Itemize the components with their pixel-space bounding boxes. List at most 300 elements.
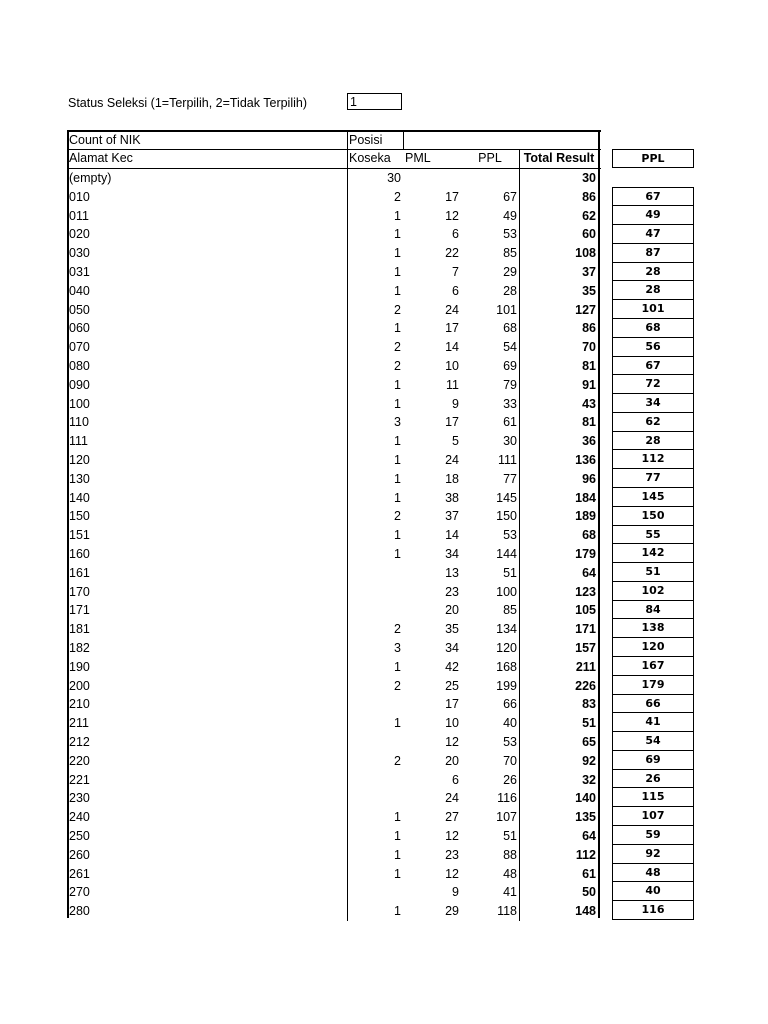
total-cell[interactable]: 50 — [582, 885, 596, 900]
side-ppl-cell[interactable]: 92 — [612, 844, 694, 864]
row-label-cell[interactable]: 020 — [69, 227, 90, 242]
pivot-header-row-1 — [67, 131, 599, 150]
divider — [519, 564, 520, 583]
ppl-cell[interactable]: 150 — [496, 509, 517, 524]
koseka-cell[interactable]: 1 — [394, 265, 401, 279]
divider — [519, 583, 520, 602]
side-ppl-cell[interactable]: 62 — [612, 412, 694, 432]
koseka-cell[interactable]: 1 — [394, 471, 401, 486]
koseka-cell[interactable]: 2 — [394, 753, 401, 768]
total-cell[interactable]: 171 — [575, 622, 596, 637]
ppl-cell[interactable]: 101 — [496, 302, 517, 317]
divider — [519, 225, 520, 244]
pml-cell[interactable]: 5 — [452, 434, 459, 449]
koseka-cell[interactable]: 2 — [394, 302, 401, 317]
side-ppl-cell[interactable]: 47 — [612, 224, 694, 244]
koseka-cell[interactable] — [347, 733, 403, 752]
total-cell[interactable]: 92 — [582, 753, 596, 768]
total-cell[interactable]: 127 — [575, 302, 596, 317]
divider — [519, 451, 520, 470]
divider — [347, 583, 348, 602]
side-ppl-cell[interactable]: 49 — [612, 205, 694, 225]
row-label-cell[interactable]: 110 — [69, 415, 89, 430]
col-header-pml: PML — [405, 151, 431, 165]
total-cell[interactable]: 105 — [575, 603, 596, 618]
pml-cell[interactable]: 23 — [445, 584, 459, 599]
side-ppl-cell[interactable]: 51 — [612, 562, 694, 582]
ppl-cell[interactable]: 53 — [503, 227, 517, 242]
divider — [519, 545, 520, 564]
total-cell[interactable]: 64 — [582, 565, 596, 580]
ppl-cell[interactable]: 79 — [503, 377, 517, 392]
side-ppl-cell[interactable]: 59 — [612, 825, 694, 845]
side-ppl-cell[interactable]: 56 — [612, 337, 694, 357]
side-ppl-cell[interactable]: 41 — [612, 712, 694, 732]
ppl-cell[interactable]: 61 — [503, 415, 517, 430]
divider — [519, 846, 520, 865]
row-label-cell[interactable]: 161 — [69, 565, 90, 580]
row-label-cell[interactable]: 070 — [69, 340, 90, 355]
pml-cell[interactable]: 6 — [452, 227, 459, 242]
koseka-cell[interactable]: 30 — [387, 171, 401, 185]
total-cell[interactable]: 96 — [582, 471, 596, 486]
ppl-cell[interactable]: 70 — [503, 753, 517, 768]
koseka-cell[interactable]: 1 — [394, 904, 401, 919]
ppl-cell[interactable]: 53 — [503, 528, 517, 543]
table-row — [67, 827, 599, 846]
koseka-cell[interactable]: 1 — [394, 716, 401, 731]
koseka-cell[interactable]: 1 — [394, 659, 401, 674]
total-cell[interactable]: 51 — [582, 716, 596, 731]
row-label-cell[interactable]: 011 — [69, 208, 89, 223]
ppl-cell[interactable]: 116 — [497, 791, 517, 806]
koseka-cell[interactable] — [347, 771, 403, 790]
total-cell[interactable]: 91 — [582, 377, 596, 392]
koseka-cell[interactable]: 1 — [394, 377, 401, 392]
side-ppl-cell[interactable]: 138 — [612, 618, 694, 638]
divider — [347, 489, 348, 508]
total-cell[interactable]: 81 — [582, 415, 596, 430]
total-cell[interactable]: 226 — [575, 678, 596, 693]
table-row — [67, 282, 599, 301]
koseka-cell[interactable]: 1 — [394, 847, 401, 862]
ppl-cell[interactable]: 28 — [503, 283, 517, 298]
row-label-cell[interactable]: 280 — [69, 904, 90, 919]
pml-cell[interactable]: 17 — [445, 189, 459, 204]
col-header-total: Total Result — [523, 151, 595, 165]
total-cell[interactable]: 61 — [582, 866, 596, 881]
koseka-cell[interactable]: 1 — [394, 227, 401, 242]
divider — [347, 413, 348, 432]
divider — [347, 865, 348, 884]
pml-cell[interactable]: 12 — [445, 829, 459, 843]
pml-cell[interactable]: 13 — [445, 565, 459, 580]
pml-cell[interactable]: 10 — [445, 716, 459, 731]
row-label-cell[interactable]: 220 — [69, 753, 90, 768]
ppl-cell[interactable]: 51 — [503, 829, 517, 843]
row-label-cell[interactable]: 150 — [69, 509, 90, 524]
table-row — [67, 244, 599, 263]
ppl-cell[interactable]: 168 — [496, 659, 517, 674]
side-ppl-cell[interactable]: 179 — [612, 675, 694, 695]
table-row — [67, 564, 599, 583]
row-label-cell[interactable]: 050 — [69, 302, 90, 317]
pml-cell[interactable]: 24 — [445, 302, 459, 317]
pml-cell[interactable]: 24 — [445, 453, 459, 467]
divider — [347, 752, 348, 771]
koseka-cell[interactable] — [347, 883, 403, 902]
divider — [347, 263, 348, 282]
total-cell[interactable]: 148 — [575, 904, 596, 919]
table-row — [67, 507, 599, 526]
row-label-cell[interactable]: 221 — [69, 772, 90, 787]
total-cell[interactable]: 30 — [582, 171, 596, 185]
side-ppl-cell[interactable]: 167 — [612, 656, 694, 676]
pml-cell[interactable]: 12 — [445, 208, 459, 223]
row-field-label[interactable]: Alamat Kec — [69, 151, 133, 165]
divider — [347, 639, 348, 658]
pml-cell[interactable]: 20 — [445, 753, 459, 768]
total-cell[interactable]: 36 — [582, 434, 596, 449]
divider — [347, 883, 348, 902]
total-cell[interactable]: 83 — [582, 697, 596, 712]
table-row — [67, 357, 599, 376]
koseka-cell[interactable]: 2 — [394, 509, 401, 524]
side-ppl-cell[interactable]: 145 — [612, 487, 694, 507]
koseka-cell[interactable]: 1 — [394, 434, 401, 449]
side-ppl-cell[interactable]: 48 — [612, 863, 694, 883]
pml-cell[interactable]: 37 — [445, 509, 459, 524]
koseka-cell[interactable]: 1 — [394, 246, 401, 261]
pml-cell[interactable]: 42 — [445, 659, 459, 674]
total-cell[interactable]: 112 — [575, 847, 596, 862]
divider — [519, 827, 520, 846]
koseka-cell[interactable] — [347, 789, 403, 808]
total-cell[interactable]: 64 — [582, 829, 596, 843]
pml-cell[interactable]: 17 — [445, 697, 459, 712]
row-label-cell[interactable]: 120 — [69, 453, 90, 467]
total-cell[interactable]: 70 — [582, 340, 596, 355]
divider — [347, 470, 348, 489]
ppl-cell[interactable]: 69 — [503, 359, 517, 373]
side-ppl-cell[interactable]: 67 — [612, 356, 694, 376]
pml-cell[interactable]: 9 — [452, 885, 459, 900]
divider — [519, 338, 520, 357]
koseka-cell[interactable]: 3 — [394, 415, 401, 430]
row-label-cell[interactable]: 010 — [69, 189, 90, 204]
table-row — [67, 413, 599, 432]
ppl-cell[interactable]: 66 — [503, 697, 517, 712]
total-cell[interactable]: 211 — [575, 659, 596, 674]
side-ppl-cell[interactable]: 102 — [612, 581, 694, 601]
divider — [347, 827, 348, 846]
total-cell[interactable]: 86 — [582, 189, 596, 204]
side-ppl-cell[interactable]: 54 — [612, 731, 694, 751]
ppl-cell[interactable]: 85 — [503, 603, 517, 618]
pml-cell[interactable]: 34 — [445, 641, 459, 655]
pml-cell[interactable]: 25 — [445, 678, 459, 693]
table-row — [67, 883, 599, 902]
row-label-cell[interactable]: 111 — [69, 434, 89, 449]
koseka-cell[interactable]: 1 — [394, 866, 401, 881]
table-row — [67, 376, 599, 395]
row-label-cell[interactable]: 190 — [69, 659, 90, 674]
total-cell[interactable]: 184 — [575, 490, 596, 505]
ppl-cell[interactable]: 67 — [503, 189, 517, 204]
table-row — [67, 902, 599, 921]
divider — [347, 846, 348, 865]
ppl-cell[interactable]: 41 — [503, 885, 517, 900]
row-label-cell[interactable]: 181 — [69, 622, 90, 637]
total-cell[interactable]: 32 — [582, 772, 596, 787]
pml-cell[interactable]: 12 — [445, 866, 459, 881]
side-ppl-cell[interactable]: 28 — [612, 280, 694, 300]
pml-cell[interactable]: 29 — [445, 904, 459, 919]
table-row — [67, 169, 599, 188]
divider — [347, 601, 348, 620]
row-label-cell[interactable]: 182 — [69, 641, 90, 655]
total-cell[interactable]: 68 — [582, 528, 596, 543]
row-label-cell[interactable]: 170 — [69, 584, 90, 599]
table-row — [67, 319, 599, 338]
ppl-cell[interactable]: 48 — [503, 866, 517, 881]
koseka-cell[interactable]: 1 — [394, 528, 401, 543]
row-label-cell[interactable]: 270 — [69, 885, 90, 900]
row-label-cell[interactable]: (empty) — [69, 171, 112, 185]
table-row — [67, 395, 599, 414]
side-ppl-cell[interactable]: 120 — [612, 637, 694, 657]
table-row — [67, 263, 599, 282]
total-cell[interactable]: 189 — [575, 509, 596, 524]
row-label-cell[interactable]: 140 — [69, 490, 90, 505]
koseka-cell[interactable]: 1 — [394, 490, 401, 505]
table-row — [67, 677, 599, 696]
pml-cell[interactable]: 14 — [445, 340, 459, 355]
total-cell[interactable]: 81 — [582, 359, 596, 373]
pml-cell[interactable]: 10 — [445, 359, 459, 373]
ppl-cell[interactable]: 134 — [496, 622, 517, 637]
divider — [519, 169, 520, 188]
ppl-cell[interactable]: 33 — [503, 396, 517, 411]
side-ppl-cell[interactable]: 40 — [612, 881, 694, 901]
pml-cell[interactable]: 34 — [445, 547, 459, 561]
side-ppl-cell[interactable]: 28 — [612, 262, 694, 282]
total-cell[interactable]: 157 — [575, 641, 596, 655]
row-label-cell[interactable]: 250 — [69, 829, 90, 843]
total-cell[interactable]: 60 — [582, 227, 596, 242]
divider — [347, 225, 348, 244]
divider — [519, 526, 520, 545]
koseka-cell[interactable]: 2 — [394, 340, 401, 355]
total-cell[interactable]: 86 — [582, 321, 596, 336]
ppl-cell[interactable]: 111 — [497, 453, 517, 467]
side-ppl-cell[interactable]: 72 — [612, 374, 694, 394]
koseka-cell[interactable] — [347, 695, 403, 714]
ppl-cell[interactable]: 40 — [503, 716, 517, 731]
koseka-cell[interactable] — [347, 564, 403, 583]
koseka-cell[interactable]: 1 — [394, 283, 401, 298]
koseka-cell[interactable] — [347, 601, 403, 620]
ppl-cell[interactable]: 118 — [497, 904, 517, 919]
row-label-cell[interactable]: 030 — [69, 246, 90, 261]
pml-cell[interactable]: 6 — [452, 283, 459, 298]
table-row — [67, 301, 599, 320]
row-label-cell[interactable]: 260 — [69, 847, 90, 862]
total-cell[interactable]: 62 — [582, 208, 596, 223]
row-label-cell[interactable]: 171 — [69, 603, 90, 618]
koseka-cell[interactable]: 1 — [394, 396, 401, 411]
koseka-cell[interactable]: 2 — [394, 622, 401, 637]
ppl-cell[interactable]: 107 — [496, 810, 517, 825]
total-cell[interactable]: 108 — [575, 246, 596, 261]
side-ppl-cell[interactable]: 26 — [612, 769, 694, 789]
total-cell[interactable]: 135 — [575, 810, 596, 825]
koseka-cell[interactable]: 2 — [394, 678, 401, 693]
side-ppl-cell[interactable]: 69 — [612, 750, 694, 770]
koseka-cell[interactable]: 2 — [394, 189, 401, 204]
koseka-cell[interactable]: 1 — [394, 453, 401, 467]
divider — [347, 902, 348, 921]
divider — [519, 282, 520, 301]
total-cell[interactable]: 43 — [582, 396, 596, 411]
side-ppl-cell[interactable]: 84 — [612, 600, 694, 620]
total-cell[interactable]: 65 — [582, 735, 596, 749]
ppl-cell[interactable]: 51 — [503, 565, 517, 580]
pml-cell[interactable]: 20 — [445, 603, 459, 618]
total-cell[interactable]: 37 — [582, 265, 596, 279]
ppl-cell[interactable]: 144 — [496, 547, 517, 561]
ppl-cell[interactable]: 68 — [503, 321, 517, 336]
side-ppl-cell[interactable]: 115 — [612, 787, 694, 807]
koseka-cell[interactable]: 1 — [394, 321, 401, 336]
koseka-cell[interactable]: 1 — [394, 547, 401, 561]
total-cell[interactable]: 35 — [582, 283, 596, 298]
side-ppl-cell[interactable]: 55 — [612, 525, 694, 545]
ppl-cell[interactable]: 29 — [503, 265, 517, 279]
pml-cell[interactable]: 6 — [452, 772, 459, 787]
table-row — [67, 771, 599, 790]
row-label-cell[interactable]: 211 — [69, 716, 89, 731]
side-ppl-cell[interactable]: 34 — [612, 393, 694, 413]
koseka-cell[interactable]: 2 — [394, 359, 401, 373]
ppl-cell[interactable]: 49 — [503, 208, 517, 223]
side-ppl-cell[interactable]: 101 — [612, 299, 694, 319]
row-label-cell[interactable]: 212 — [69, 735, 90, 749]
ppl-cell[interactable]: 199 — [496, 678, 517, 693]
divider — [519, 244, 520, 263]
ppl-cell[interactable]: 120 — [496, 641, 517, 655]
side-ppl-cell[interactable]: 66 — [612, 694, 694, 714]
pml-cell[interactable]: 24 — [445, 791, 459, 806]
koseka-cell[interactable]: 1 — [394, 829, 401, 843]
row-label-cell[interactable]: 240 — [69, 810, 90, 825]
pml-cell[interactable]: 14 — [445, 528, 459, 543]
divider — [347, 357, 348, 376]
col-field-label[interactable]: Posisi — [349, 133, 383, 147]
koseka-cell[interactable]: 1 — [394, 208, 401, 223]
row-label-cell[interactable]: 040 — [69, 283, 90, 298]
ppl-cell[interactable]: 54 — [503, 340, 517, 355]
pml-cell[interactable]: 35 — [445, 622, 459, 637]
pml-cell[interactable]: 23 — [445, 847, 459, 862]
koseka-cell[interactable] — [347, 583, 403, 602]
row-label-cell[interactable]: 230 — [69, 791, 90, 806]
divider — [519, 902, 520, 921]
ppl-cell[interactable]: 100 — [496, 584, 517, 599]
side-ppl-cell[interactable]: 107 — [612, 806, 694, 826]
side-ppl-cell[interactable]: 68 — [612, 318, 694, 338]
pml-cell[interactable]: 22 — [445, 246, 459, 261]
divider — [347, 808, 348, 827]
row-label-cell[interactable]: 090 — [69, 377, 90, 392]
row-label-cell[interactable]: 200 — [69, 678, 90, 693]
pml-cell[interactable] — [403, 169, 461, 188]
divider — [519, 601, 520, 620]
total-cell[interactable]: 179 — [575, 547, 596, 561]
row-label-cell[interactable]: 080 — [69, 359, 90, 373]
ppl-cell[interactable] — [461, 169, 519, 188]
row-label-cell[interactable]: 060 — [69, 321, 90, 336]
side-ppl-cell[interactable]: 28 — [612, 431, 694, 451]
koseka-cell[interactable]: 1 — [394, 810, 401, 825]
ppl-cell[interactable]: 53 — [503, 735, 517, 749]
side-ppl-cell[interactable]: 112 — [612, 449, 694, 469]
row-label-cell[interactable]: 031 — [69, 265, 90, 279]
total-cell[interactable]: 136 — [575, 453, 596, 467]
row-label-cell[interactable]: 100 — [69, 396, 90, 411]
table-row — [67, 620, 599, 639]
pml-cell[interactable]: 9 — [452, 396, 459, 411]
total-cell[interactable]: 140 — [575, 791, 596, 806]
row-label-cell[interactable]: 261 — [69, 866, 90, 881]
pml-cell[interactable]: 38 — [445, 490, 459, 505]
row-label-cell[interactable]: 210 — [69, 697, 90, 712]
ppl-cell[interactable]: 88 — [503, 847, 517, 862]
ppl-cell[interactable]: 85 — [503, 246, 517, 261]
ppl-cell[interactable]: 26 — [503, 772, 517, 787]
row-label-cell[interactable]: 151 — [69, 528, 90, 543]
side-ppl-cell[interactable]: 150 — [612, 506, 694, 526]
ppl-cell[interactable]: 77 — [503, 471, 517, 486]
table-row — [67, 865, 599, 884]
filter-value-cell[interactable]: 1 — [347, 93, 402, 110]
ppl-cell[interactable]: 145 — [496, 490, 517, 505]
pml-cell[interactable]: 12 — [445, 735, 459, 749]
divider — [347, 149, 348, 168]
pml-cell[interactable]: 27 — [445, 810, 459, 825]
side-ppl-cell[interactable]: 142 — [612, 543, 694, 563]
divider — [519, 301, 520, 320]
ppl-cell[interactable]: 30 — [503, 434, 517, 449]
pml-cell[interactable]: 17 — [445, 415, 459, 430]
pml-cell[interactable]: 11 — [446, 377, 459, 392]
divider — [519, 413, 520, 432]
pml-cell[interactable]: 18 — [445, 471, 459, 486]
total-cell[interactable]: 123 — [575, 584, 596, 599]
row-label-cell[interactable]: 130 — [69, 471, 90, 486]
side-ppl-cell[interactable]: 87 — [612, 243, 694, 263]
pml-cell[interactable]: 7 — [452, 265, 459, 279]
side-ppl-cell[interactable]: 67 — [612, 187, 694, 207]
divider — [519, 883, 520, 902]
koseka-cell[interactable]: 3 — [394, 641, 401, 655]
table-row — [67, 789, 599, 808]
row-label-cell[interactable]: 160 — [69, 547, 90, 561]
pml-cell[interactable]: 17 — [445, 321, 459, 336]
divider — [519, 771, 520, 790]
side-ppl-cell[interactable]: 77 — [612, 468, 694, 488]
side-ppl-cell[interactable]: 116 — [612, 900, 694, 920]
